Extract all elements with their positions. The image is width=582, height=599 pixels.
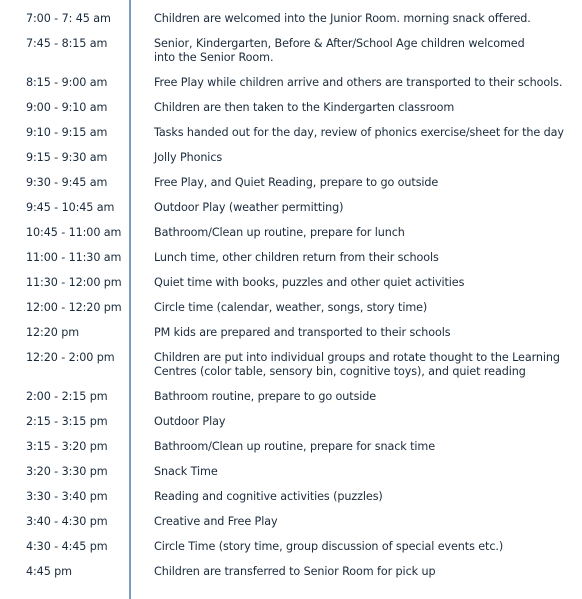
activity-description: Outdoor Play (weather permitting) <box>154 201 344 214</box>
activity-description: Free Play, and Quiet Reading, prepare to go outside <box>154 176 439 189</box>
time-slot: 9:10 - 9:15 am <box>26 126 108 139</box>
time-slot: 9:30 - 9:45 am <box>26 176 108 189</box>
time-slot: 2:00 - 2:15 pm <box>26 390 108 403</box>
time-slot: 4:45 pm <box>26 565 72 578</box>
activity-description: Free Play while children arrive and others are transported to their schools. <box>154 76 563 89</box>
time-slot: 3:20 - 3:30 pm <box>26 465 108 478</box>
time-slot: 3:40 - 4:30 pm <box>26 515 108 528</box>
activity-description: Bathroom routine, prepare to go outside <box>154 390 377 403</box>
time-slot: 9:00 - 9:10 am <box>26 101 108 114</box>
time-slot: 11:30 - 12:00 pm <box>26 276 122 289</box>
activity-description: Outdoor Play <box>154 415 226 428</box>
time-slot: 3:30 - 3:40 pm <box>26 490 108 503</box>
activity-description: Circle time (calendar, weather, songs, story time) <box>154 301 428 314</box>
activity-description: Lunch time, other children return from their schools <box>154 251 439 264</box>
column-divider <box>129 0 131 599</box>
time-slot: 4:30 - 4:45 pm <box>26 540 108 553</box>
time-slot: 8:15 - 9:00 am <box>26 76 108 89</box>
activity-description: Bathroom/Clean up routine, prepare for snack time <box>154 440 436 453</box>
activity-description: Creative and Free Play <box>154 515 278 528</box>
time-slot: 11:00 - 11:30 am <box>26 251 122 264</box>
time-slot: 12:20 - 2:00 pm <box>26 351 115 364</box>
time-slot: 2:15 - 3:15 pm <box>26 415 108 428</box>
activity-description: Bathroom/Clean up routine, prepare for lunch <box>154 226 405 239</box>
activity-description: PM kids are prepared and transported to their schools <box>154 326 451 339</box>
time-slot: 3:15 - 3:20 pm <box>26 440 108 453</box>
activity-description: Circle Time (story time, group discussion of special events etc.) <box>154 540 504 553</box>
activity-description: Children are put into individual groups and rotate thought to the Learning Centres (color table, sensory bin, cognitive toys), and quiet reading <box>154 351 560 378</box>
activity-description: Snack Time <box>154 465 218 478</box>
time-slot: 9:45 - 10:45 am <box>26 201 115 214</box>
time-slot: 12:00 - 12:20 pm <box>26 301 122 314</box>
time-slot: 12:20 pm <box>26 326 79 339</box>
time-slot: 10:45 - 11:00 am <box>26 226 122 239</box>
activity-description: Jolly Phonics <box>154 151 223 164</box>
activity-description: Children are transferred to Senior Room for pick up <box>154 565 436 578</box>
activity-description: Children are then taken to the Kindergarten classroom <box>154 101 455 114</box>
time-slot: 7:45 - 8:15 am <box>26 37 108 50</box>
activity-description: Children are welcomed into the Junior Room. morning snack offered. <box>154 12 531 25</box>
activity-description: Reading and cognitive activities (puzzles) <box>154 490 383 503</box>
activity-description: Tasks handed out for the day, review of phonics exercise/sheet for the day <box>154 126 564 139</box>
time-slot: 9:15 - 9:30 am <box>26 151 108 164</box>
activity-description: Senior, Kindergarten, Before & After/School Age children welcomed into the Senior Room. <box>154 37 525 64</box>
activity-description: Quiet time with books, puzzles and other quiet activities <box>154 276 465 289</box>
time-slot: 7:00 - 7: 45 am <box>26 12 111 25</box>
